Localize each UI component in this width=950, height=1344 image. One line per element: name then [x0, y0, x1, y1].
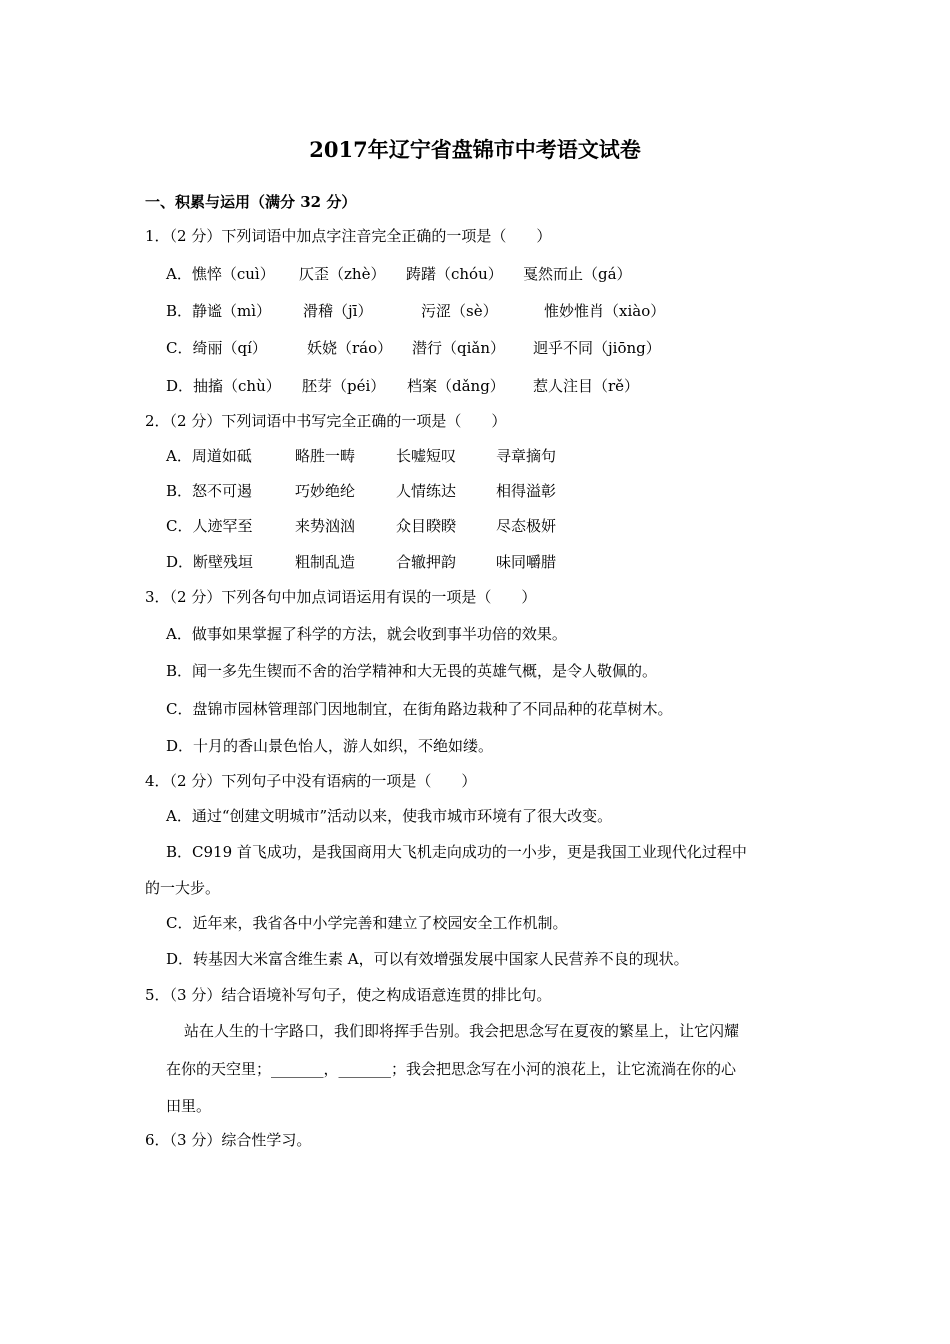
question-4-stem: 4．（2 分）下列句子中没有语病的一项是（ ）	[145, 772, 477, 790]
option-item: 惟妙惟肖（xiào）	[544, 302, 666, 320]
question-1-option-a	[166, 263, 632, 285]
question-1-option-c	[166, 337, 661, 359]
question-1-stem: 1．（2 分）下列词语中加点字注音完全正确的一项是（ ）	[145, 227, 552, 245]
option-item: 巧妙绝纶	[295, 482, 356, 500]
option-item: D．断壁残垣	[166, 553, 254, 571]
option-item: D．抽搐（chù）	[166, 377, 281, 395]
question-4-option-b-continued: 的一大步。	[145, 879, 221, 897]
question-3-option-d: D．十月的香山景色怡人，游人如织，不绝如缕。	[166, 737, 494, 755]
question-6-stem: 6．（3 分）综合性学习。	[145, 1131, 312, 1149]
question-2-option-a	[166, 445, 556, 467]
option-item: 胚芽（péi）	[302, 377, 386, 395]
page-title: 2017年辽宁省盘锦市中考语文试卷	[309, 137, 641, 162]
option-item: 惹人注目（rě）	[533, 377, 640, 395]
option-item: 相得溢彰	[496, 482, 557, 500]
question-5-passage-line-1: 站在人生的十字路口，我们即将挥手告别。我会把思念写在夏夜的繁星上，让它闪耀	[184, 1022, 740, 1040]
section-heading: 一、积累与运用（满分 32 分）	[145, 193, 357, 211]
question-3-stem: 3．（2 分）下列各句中加点词语运用有误的一项是（ ）	[145, 588, 537, 606]
question-2-option-c	[166, 515, 556, 537]
option-item: 寻章摘句	[496, 447, 557, 465]
option-item: 仄歪（zhè）	[299, 265, 386, 283]
question-2-option-b	[166, 480, 556, 502]
option-item: 略胜一畴	[295, 447, 356, 465]
option-item: 滑稽（jī）	[303, 302, 373, 320]
question-1-option-d	[166, 375, 639, 397]
option-item: 合辙押韵	[396, 553, 457, 571]
option-item: 来势汹汹	[295, 517, 356, 535]
question-4-option-a: A．通过“创建文明城市”活动以来，使我市城市环境有了很大改变。	[166, 807, 613, 825]
option-item: B．怒不可遏	[166, 482, 253, 500]
option-item: B．静谧（mì）	[166, 302, 272, 320]
option-item: 尽态极妍	[496, 517, 557, 535]
question-2-option-d	[166, 551, 556, 573]
question-3-option-b: B．闻一多先生锲而不舍的治学精神和大无畏的英雄气概，是令人敬佩的。	[166, 662, 658, 680]
option-item: 味同嚼腊	[496, 553, 557, 571]
option-item: 踌躇（chóu）	[406, 265, 503, 283]
option-item: 迥乎不同（jiōng）	[533, 339, 661, 357]
question-4-option-c: C．近年来，我省各中小学完善和建立了校园安全工作机制。	[166, 914, 568, 932]
question-4-option-d: D．转基因大米富含维生素 A，可以有效增强发展中国家人民营养不良的现状。	[166, 950, 689, 968]
question-3-option-c: C．盘锦市园林管理部门因地制宜，在街角路边栽种了不同品种的花草树木。	[166, 700, 673, 718]
option-item: 污涩（sè）	[421, 302, 498, 320]
option-item: 戛然而止（gá）	[523, 265, 632, 283]
option-item: 粗制乱造	[295, 553, 356, 571]
option-item: 人情练达	[396, 482, 457, 500]
question-5-passage-line-2: 在你的天空里；_______，_______；我会把思念写在小河的浪花上，让它流淌在你的心	[166, 1060, 737, 1078]
option-item: 档案（dǎng）	[407, 377, 505, 395]
question-4-option-b: B．C919 首飞成功，是我国商用大飞机走向成功的一小步，更是我国工业现代化过程中	[166, 843, 747, 861]
option-item: C．绮丽（qí）	[166, 339, 267, 357]
option-item: 长嘘短叹	[396, 447, 457, 465]
question-5-passage-line-3: 田里。	[166, 1097, 212, 1115]
option-item: 众目睽睽	[396, 517, 457, 535]
option-item: C．人迹罕至	[166, 517, 253, 535]
option-item: 潜行（qiǎn）	[412, 339, 506, 357]
option-item: A．憔悴（cuì）	[166, 265, 275, 283]
question-3-option-a: A．做事如果掌握了科学的方法，就会收到事半功倍的效果。	[166, 625, 567, 643]
question-5-stem: 5．（3 分）结合语境补写句子，使之构成语意连贯的排比句。	[145, 986, 552, 1004]
option-item: 妖娆（ráo）	[307, 339, 393, 357]
question-1-option-b	[166, 300, 665, 322]
option-item: A．周道如砥	[166, 447, 252, 465]
question-2-stem: 2．（2 分）下列词语中书写完全正确的一项是（ ）	[145, 412, 507, 430]
